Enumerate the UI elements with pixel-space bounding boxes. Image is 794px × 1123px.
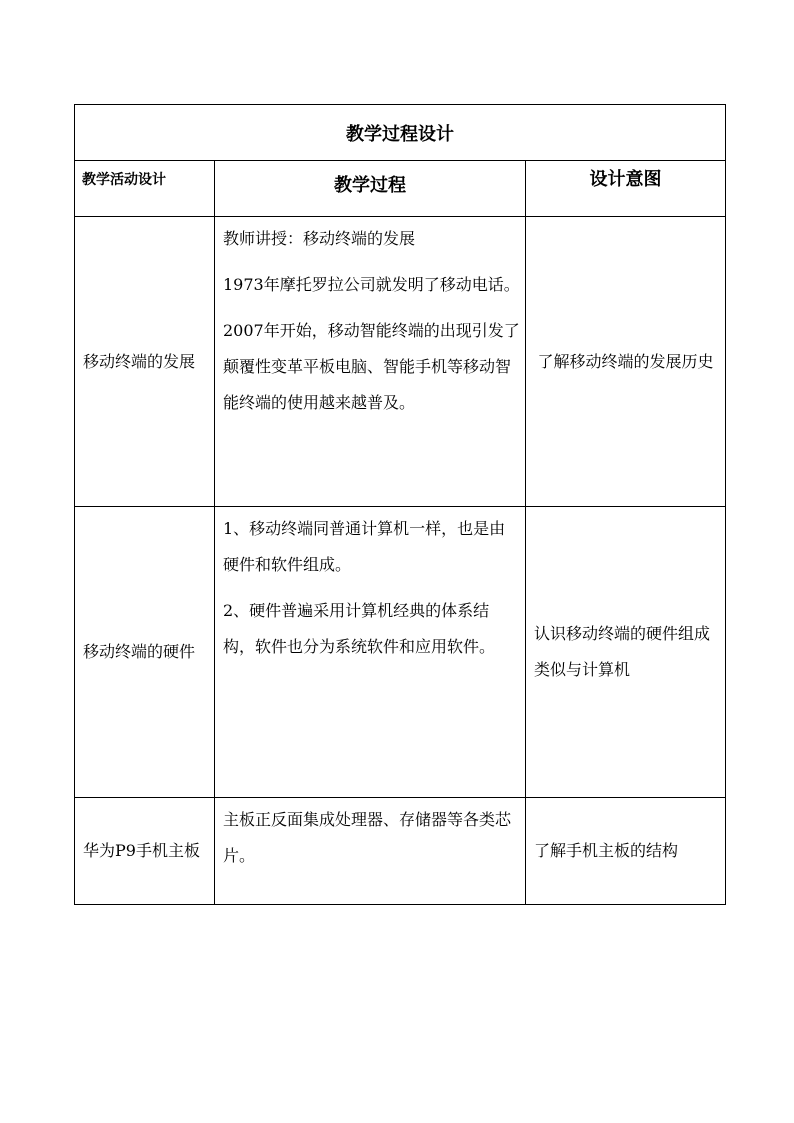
header-process: 教学过程	[215, 161, 526, 217]
table-title: 教学过程设计	[75, 105, 726, 161]
process-paragraph: 2007年开始，移动智能终端的出现引发了颠覆性变革平板电脑、智能手机等移动智能终端的使用越来越普及。	[223, 321, 520, 412]
table-header-row	[75, 161, 726, 217]
purpose-cell: 了解手机主板的结构	[526, 798, 726, 905]
table-row	[75, 217, 726, 507]
purpose-cell: 了解移动终端的发展历史	[526, 217, 726, 507]
process-cell	[215, 217, 526, 507]
table-row	[75, 507, 726, 798]
table-row	[75, 798, 726, 905]
process-paragraph: 教师讲授：移动终端的发展	[223, 229, 416, 248]
process-cell	[215, 798, 526, 905]
process-paragraph: 1973年摩托罗拉公司就发明了移动电话。	[223, 275, 520, 294]
table-title-row	[75, 105, 726, 161]
lesson-design-table	[74, 104, 726, 905]
purpose-cell: 认识移动终端的硬件组成类似与计算机	[526, 507, 726, 798]
activity-cell: 移动终端的发展	[75, 217, 215, 507]
process-cell	[215, 507, 526, 798]
header-purpose: 设计意图	[526, 161, 726, 217]
process-paragraph: 1、移动终端同普通计算机一样，也是由硬件和软件组成。	[223, 519, 506, 574]
activity-cell: 移动终端的硬件	[75, 507, 215, 798]
process-paragraph: 主板正反面集成处理器、存储器等各类芯片。	[223, 810, 512, 865]
header-activity: 教学活动设计	[75, 161, 215, 217]
activity-cell: 华为P9手机主板	[75, 798, 215, 905]
process-paragraph: 2、硬件普遍采用计算机经典的体系结构，软件也分为系统软件和应用软件。	[223, 601, 496, 656]
